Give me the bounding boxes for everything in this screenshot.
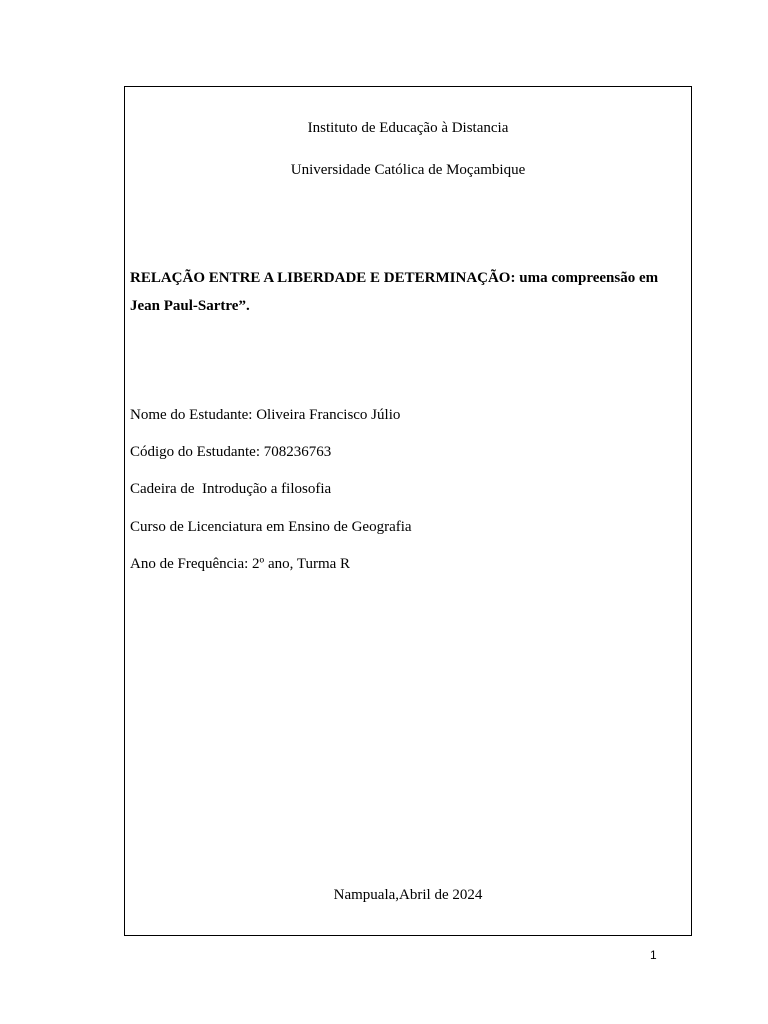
place-and-date: Nampuala,Abril de 2024 bbox=[333, 887, 483, 903]
title-subtitle: uma compreensão em Jean Paul-Sartre”. bbox=[130, 270, 659, 314]
institute-name: Instituto de Educação à Distancia bbox=[307, 120, 509, 136]
cover-page-frame bbox=[124, 86, 692, 936]
attendance-year: Ano de Frequência: 2º ano, Turma R bbox=[130, 556, 351, 572]
university-name: Universidade Católica de Moçambique bbox=[290, 162, 526, 178]
student-name: Nome do Estudante: Oliveira Francisco Júlio bbox=[130, 407, 401, 423]
course-unit: Cadeira de Introdução a filosofia bbox=[130, 481, 332, 497]
title-main: RELAÇÃO ENTRE A LIBERDADE E DETERMINAÇÃO: bbox=[130, 270, 516, 286]
degree-course: Curso de Licenciatura em Ensino de Geografia bbox=[130, 519, 412, 535]
document-title bbox=[130, 264, 682, 320]
student-code: Código do Estudante: 708236763 bbox=[130, 444, 332, 460]
page-number: 1 bbox=[650, 948, 657, 962]
